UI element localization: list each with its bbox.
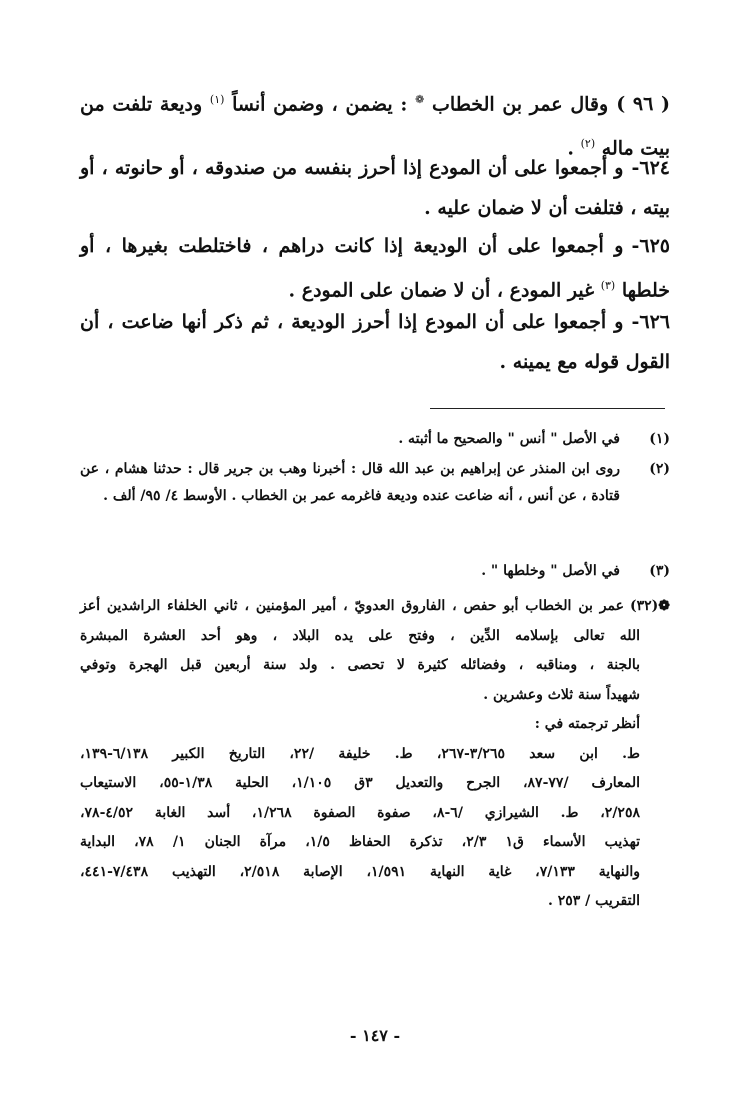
- paragraph-text: .: [567, 137, 581, 160]
- biography-line: عمر بن الخطاب أبو حفص ، الفاروق العدويّ ، أمير المؤمنين ، ثاني الخلفاء الراشدين أعز: [80, 598, 624, 614]
- paragraph-text: وديعة تلفت من بيت ماله: [80, 93, 670, 160]
- footnote-3: [80, 558, 670, 585]
- biography-line: الله تعالى بإسلامه الدِّين ، وفتح على يده البلاد ، وهو أحد العشرة المبشرة: [80, 627, 640, 644]
- footnote-number: (١): [649, 431, 670, 447]
- reference-line: والنهاية ٧/١٣٣، غاية النهاية ١/٥٩١، الإصابة ٢/٥١٨، التهذيب ٧/٤٣٨-٤٤١،: [80, 863, 641, 880]
- reference-line: ٢/٢٥٨، ط. الشيرازي /٦-٨، صفوة الصفوة ١/٢٦٨، أسد الغابة ٤/٥٢-٧٨،: [80, 804, 640, 821]
- reference-line: تهذيب الأسماء ق١ ٢/٣، تذكرة الحفاظ ١/٥، مرآة الجنان ١/ ٧٨، البداية: [80, 834, 640, 850]
- footnote-ref: (١): [209, 93, 225, 106]
- paragraph-number: ( ٩٦ ): [616, 93, 671, 116]
- reference-line: المعارف /٧٧-٨٧، الجرح والتعديل ٣ق ١/١٠٥، الحلية ١/٣٨-٥٥، الاستيعاب: [80, 775, 640, 791]
- footnote-text: في الأصل " أنس " والصحيح ما أثبته .: [398, 431, 620, 447]
- paragraph-text: و أجمعوا على أن المودع إذا أحرز الوديعة ، ثم ذكر أنها ضاعت ، أن القول قوله مع يمينه .: [80, 311, 670, 373]
- paragraph-text: غير المودع ، أن لا ضمان على المودع .: [288, 279, 601, 302]
- paragraph-text: و أجمعوا على أن المودع إذا أحرز بنفسه من صندوقه ، أو حانوته ، أو بيته ، فتلفت أن لا ضمان عليه .: [80, 157, 670, 219]
- flower-marker-icon: ❁: [415, 93, 425, 106]
- paragraph-624: [80, 148, 670, 228]
- paragraph-number: ٦٢٤-: [631, 157, 670, 179]
- paragraph-626: [80, 302, 670, 382]
- page-number: - ١٤٧ -: [349, 1026, 401, 1045]
- biography-note: [80, 592, 670, 917]
- footnote-text: في الأصل " وخلطها " .: [481, 563, 620, 579]
- reference-line: التقريب / ٢٥٣ .: [547, 893, 640, 909]
- reference-line: ط. ابن سعد ٣/٢٦٥-٢٦٧، ط. خليفة /٢٢، التاريخ الكبير ٦/١٣٨-١٣٩،: [80, 745, 640, 762]
- footnote-ref: (٢): [580, 137, 596, 151]
- footnote-text: روى ابن المنذر عن إبراهيم بن عبد الله قال : أخبرنا وهب بن جرير قال : حدثنا هشام ، عن قتادة ، عن أنس ، أنه ضاعت عنده وديعة فاغرمه عمر بن الخطاب . الأوسط ٤/ ٩٥/ ألف .: [80, 461, 620, 504]
- paragraph-625: [80, 226, 670, 310]
- footnote-2: [80, 456, 670, 510]
- paragraph-text: وقال عمر بن الخطاب: [424, 93, 609, 116]
- paragraph-number: ٦٢٦-: [631, 311, 670, 333]
- footnote-number: (٣): [649, 563, 670, 579]
- paragraph-text: و أجمعوا على أن الوديعة إذا كانت دراهم ، فاختلطت بغيرها ، أو خلطها: [80, 235, 670, 302]
- footnote-ref: (٣): [600, 279, 616, 292]
- biography-marker: ❁(٣٢): [629, 598, 670, 614]
- paragraph-text: : يضمن ، وضمن أنساً: [224, 93, 416, 116]
- biography-line: أنظر ترجمته في :: [534, 716, 640, 732]
- paragraph-number: ٦٢٥-: [631, 235, 670, 257]
- biography-line: شهيداً سنة ثلاث وعشرين .: [483, 686, 640, 703]
- footnote-number: (٢): [649, 461, 670, 477]
- footnote-divider: [430, 408, 665, 409]
- biography-line: بالجنة ، ومناقبه ، وفضائله كثيرة لا تحصى . ولد سنة أربعين قبل الهجرة وتوفي: [80, 657, 640, 673]
- footnote-1: [80, 426, 670, 453]
